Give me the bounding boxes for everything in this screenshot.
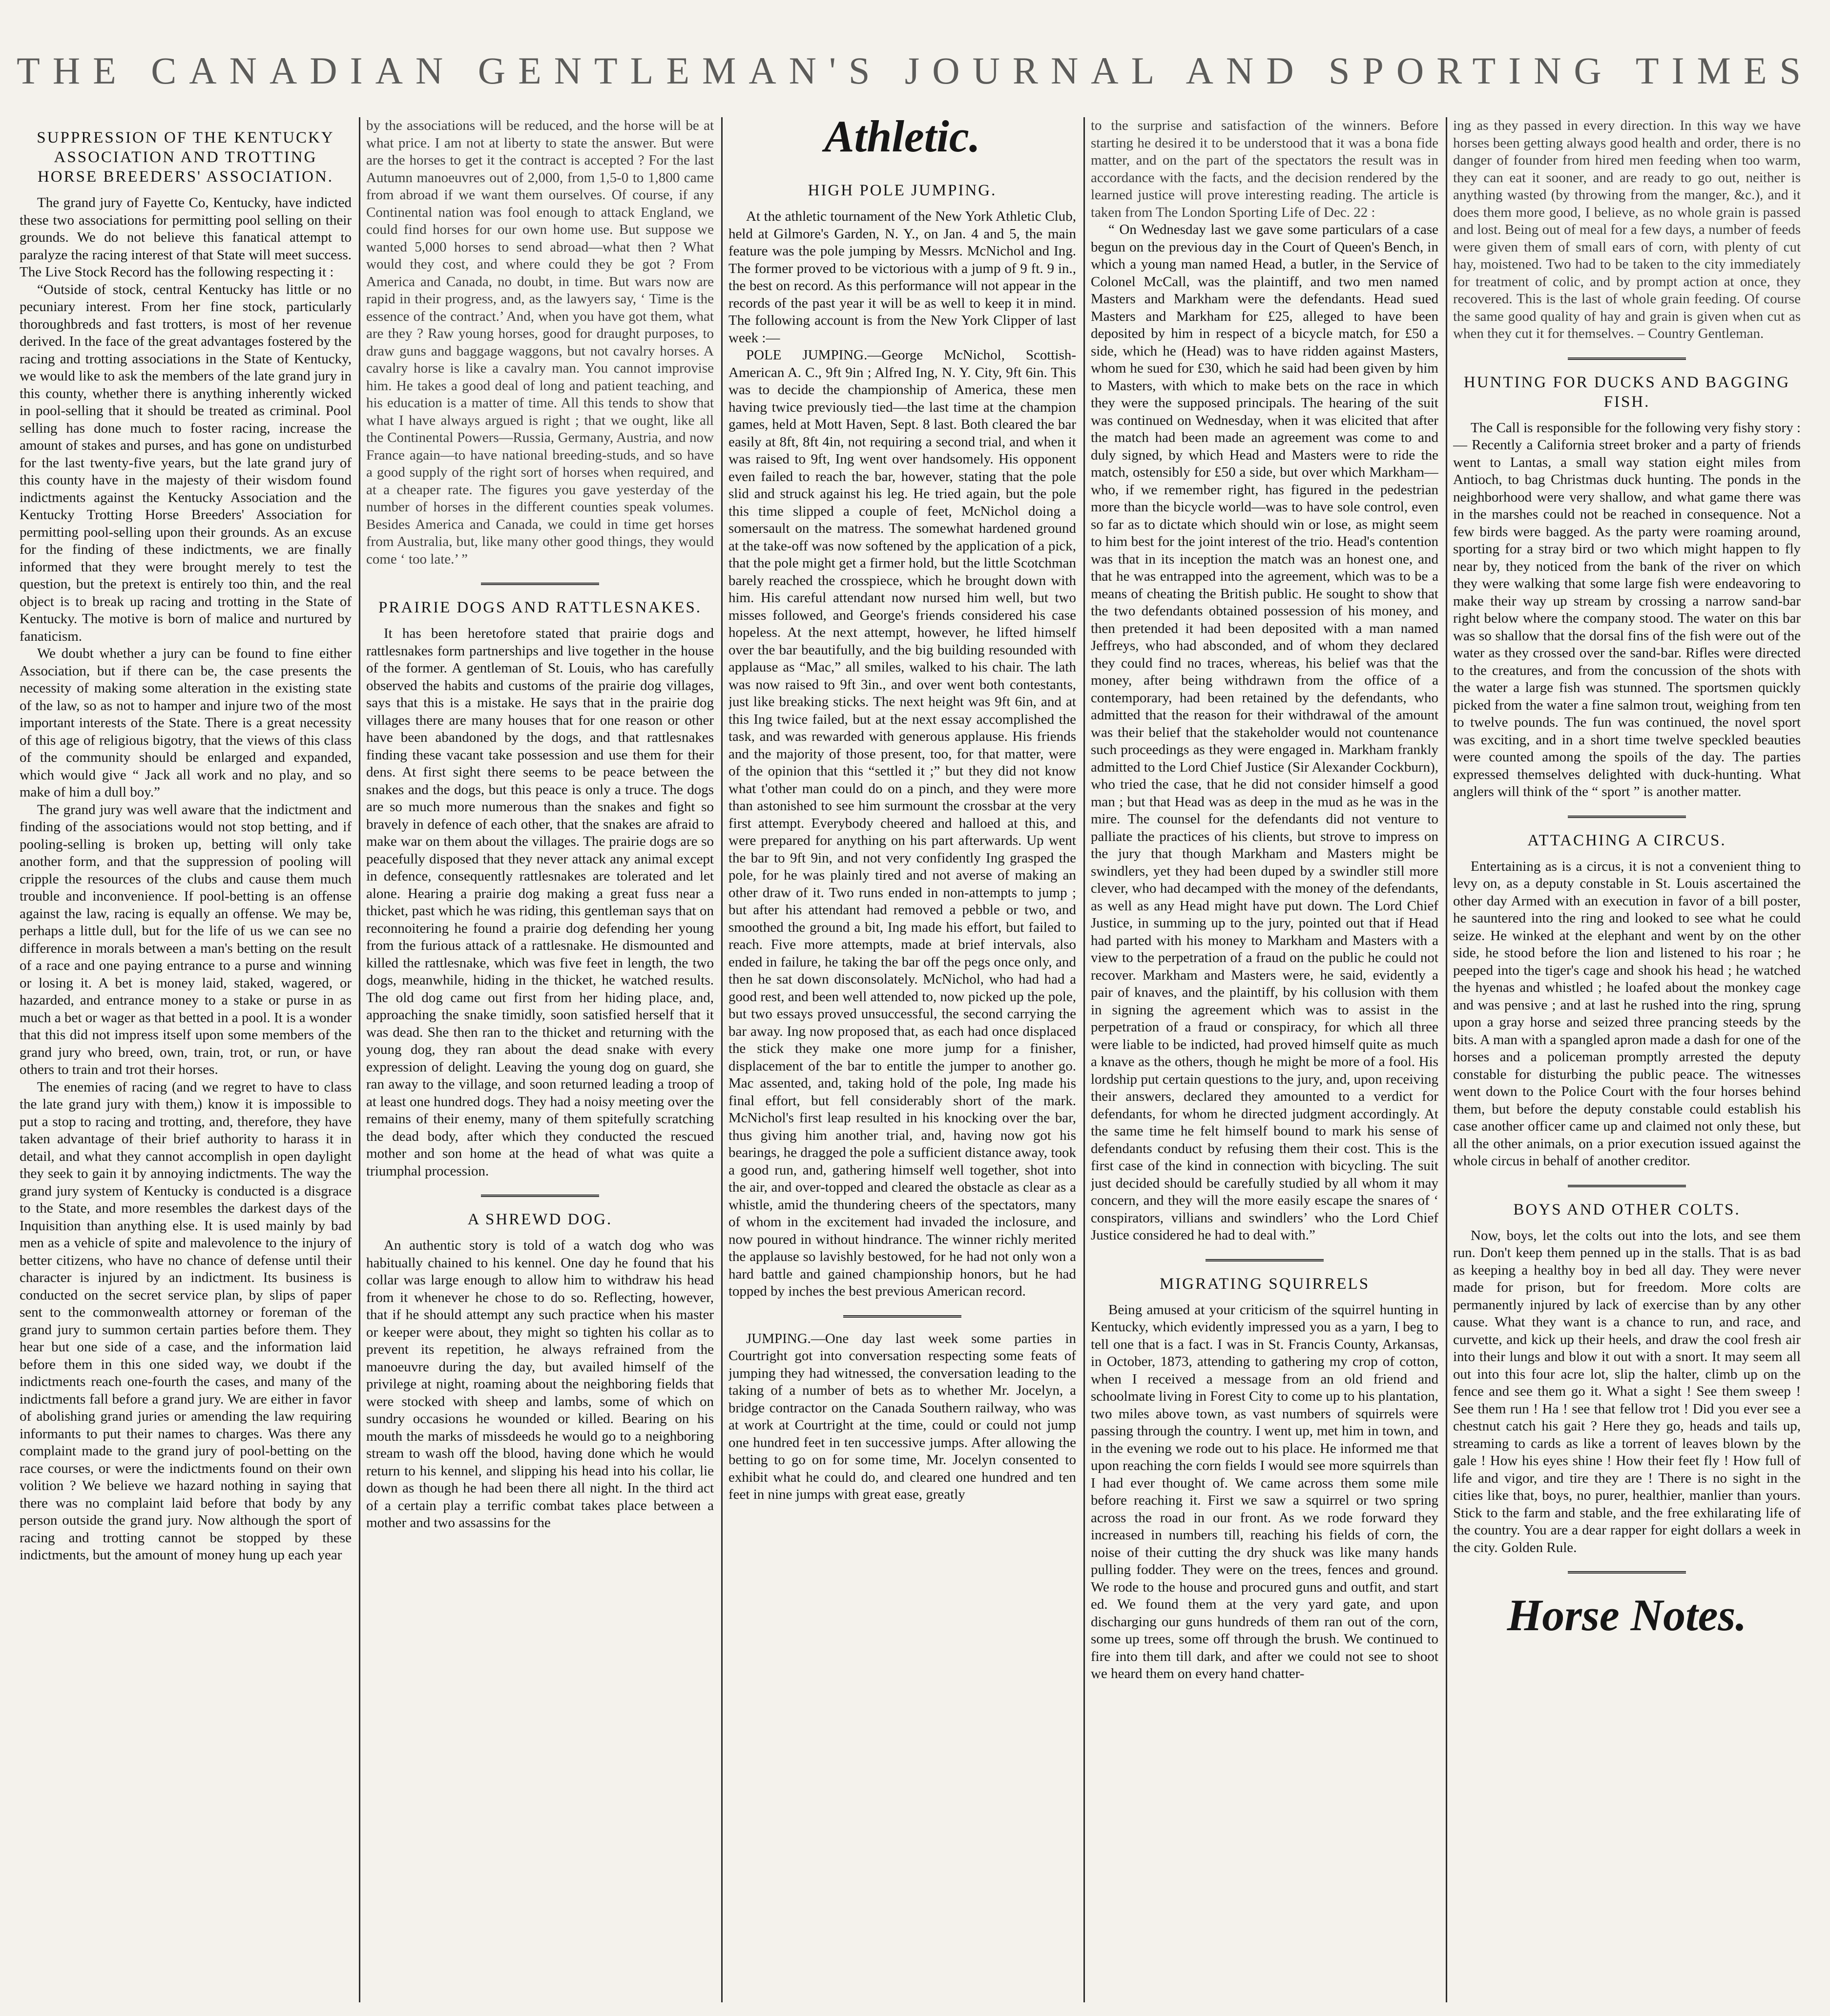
paragraph: ing as they passed in every direction. In this way we have horses been getting always good health and order, there is no danger of founder from hired men feeding when too warm, they can eat it sooner, and are ready to go out, neither is anything wasted (by throwing from the manger, &c.), and it does them more good, I believe, as no whole grain is passed and lost. Being out of meal for a few days, a number of feeds were given them of small ears of corn, with plenty of cut hay, moistened. Two had to be taken to the city immediately for treatment of colic, and by prompt action at once, they recovered. This is the last of whole grain feeding. Of course the same good quality of hay and grain is given when cut as when they cut it for themselves. – Country Gentleman. <box>1453 118 1801 341</box>
paragraph: by the associations will be reduced, and the horse will be at what price. I am not at liberty to state the answer. But were are the horses to get it the contract is accepted ? For the last Autumn manoeuvres out of 2,000, from 1,5-0 to 1,800 came from abroad if we want them ourselves. Of course, if any Continental nation was fool enough to attack England, we could find horses for our own home use. But suppose we wanted 5,000 horses to send abroad—what then ? What would they cost, and where could they be got ? From America and Canada, no doubt, in time. But wars now are rapid in their progress, and, as the lawyers say, ‘ Time is the essence of the contract.’ And, when you have got them, what are they ? Raw young horses, good for draught purposes, to draw guns and baggage waggons, but not cavalry horses. A cavalry horse is like a cavalry man. You cannot improvise him. He takes a good deal of long and patient teaching, and his education is a matter of time. All this tends to show that what I have always argued is right ; that we ought, like all the Continental Powers—Russia, Germany, Austria, and now France again—to have national breeding-studs, and so have a good supply of the right sort of horses when required, and at a cheaper rate. The figures you gave yesterday of the number of horses in the different counties speak volumes. Besides America and Canada, we could in time get horses from Australia, but, like many other good things, they would come ‘ too late.’ ” <box>366 118 714 567</box>
column-rule <box>359 117 360 2002</box>
paragraph: Being amused at your criticism of the squirrel hunting in Kentucky, which evidently impressed you as a yarn, I beg to tell one that is a fact. I was in St. Francis County, Arkansas, in October, 1873, attending to gathering my crop of cotton, when I received a message from an old friend and schoolmate living in Forest City to come up to his plantation, two miles above town, as vast numbers of squirrels were passing through the country. I went up, met him in town, and in the evening we rode out to his place. He informed me that upon reaching the corn fields I would see more squirrels than I had ever thought of. We came across them some mile before reaching it. First we saw a squirrel or two spring across the road in our front. As we rode forward they increased in numbers till, reaching his fields of corn, the noise of their cutting the dry shuck was like many hands pulling fodder. They were on the trees, fences and ground. We rode to the house and procured guns and outfit, and start ed. We found them at the very yard gate, and upon discharging our guns hundreds of them ran out of the corn, some up trees, some off through the brush. We continued to fire into them till dark, and after we could not see to shoot we heard them on every hand chatter- <box>1091 1302 1438 1681</box>
paragraph: to the surprise and satisfaction of the winners. Before starting he desired it to be understood that it was a bona fide matter, and on the part of the spectators the result was in accordance with the facts, and the decision rendered by the learned justice will prove interesting reading. The article is taken from The London Sporting Life of Dec. 22 : <box>1091 118 1438 220</box>
paragraph: The enemies of racing (and we regret to have to class the late grand jury with them,) know it is impossible to put a stop to racing and trotting, and, therefore, they have taken advantage of their brief authority to harass it in detail, and what they cannot accomplish in open daylight they seek to gain it by annoying indictments. The way the grand jury system of Kentucky is conducted is a disgrace to the State, and more resembles the darkest days of the Inquisition than anything else. It is used mainly by bad men as a vehicle of spite and malevolence to the injury of better citizens, who have no chance of defense until their character is injured by an indictment. Its business is conducted on the secret service plan, by slips of paper sent to the commonwealth attorney or foreman of the grand jury to summon certain parties before them. They hear but one side of a case, and the information laid before them in this one sided way, we doubt if the indictments reach one-fourth the cases, and many of the indictments fall before a grand jury. We are either in favor of abolishing grand juries or amending the law requiring informants to put their names to charges. Was there any complaint made to the grand jury of pool-betting on the race courses, or were the indictments found on their own volition ? We believe we hazard nothing in saying that there was no complaint laid before that body by any person outside the grand jury. Now although the sport of racing and trotting cannot be stopped by these indictments, but the amount of money hung up each year <box>20 1079 352 1563</box>
paragraph: JUMPING.—One day last week some parties in Courtright got into conversation respecting some feats of jumping they had witnessed, the conversation leading to the taking of a number of bets as to whether Mr. Jocelyn, a bridge contractor on the Canada Southern railway, who was at work at Courtright at the time, could or could not jump one hundred feet in ten successive jumps. After allowing the betting to go on for some time, Mr. Jocelyn consented to exhibit what he could do, and cleared one hundred and ten feet in nine jumps with great ease, greatly <box>728 1330 1076 1502</box>
article-heading-attaching-circus: ATTACHING A CIRCUS. <box>1527 831 1726 849</box>
article-heading-prairie-dogs: PRAIRIE DOGS AND RATTLESNAKES. <box>378 599 702 616</box>
paragraph: An authentic story is told of a watch dog who was habitually chained to his kennel. One day he found that his collar was large enough to allow him to withdraw his head from it whenever he chose to do so. Reflecting, however, that if he should attempt any such practice when his master or keeper were about, they might so tighten his collar as to prevent its repetition, he always refrained from the manoeuvre during the day, but availed himself of the privilege at night, roaming about the neighboring fields that were stocked with sheep and lambs, some of which on sundry occasions he wounded or killed. Bearing on his mouth the marks of missdeeds he would go to a neighboring stream to wash off the blood, having done which he would return to his kennel, and slipping his head into his collar, lie down as though he had been there all night. In the third act of a certain play a terrific combat takes place between a mother and two assassins for the <box>366 1238 714 1531</box>
section-divider <box>1568 1571 1686 1574</box>
department-heading-horse-notes: Horse Notes. <box>1507 1590 1747 1640</box>
column-2 <box>366 117 714 2002</box>
paragraph: We doubt whether a jury can be found to fine either Association, but if there can be, the case presents the necessity of making some alteration in the existing state of the law, so as not to hamper and injure two of the most important interests of the State. There is a great necessity of this age of religious bigotry, that the views of this class of the community should be enlarged and expanded, which would give “ Jack all work and no play, and so make of him a dull boy.” <box>20 646 352 800</box>
column-rule <box>1083 117 1085 2002</box>
paragraph: The grand jury was well aware that the indictment and finding of the associations would not stop betting, and if pooling-selling is broken up, betting will only take another form, and that the suppression of pooling will cripple the resources of the clubs and cause them much trouble and inconvenience. If pool-betting is an offense against the law, racing is equally an offense. We may be, perhaps a little dull, but for the life of us we can see no difference in morals between a man's betting on the result of a race and one paying entrance to a purse and winning or losing it. A bet is money laid, staked, wagered, or hazarded, and entrance money to a stake or purse in as much a bet or wager as that betted in a pool. It is a wonder that this did not impress itself upon some members of the grand jury who breed, own, train, trot, or run, or have others to train and trot their horses. <box>20 801 352 1077</box>
paragraph: It has been heretofore stated that prairie dogs and rattlesnakes form partnerships and live together in the house of the former. A gentleman of St. Louis, who has carefully observed the habits and customs of the prairie dog villages, says that this is a mistake. He says that in the prairie dog villages there are many houses that for one reason or other have been abandoned by the dogs, and that rattlesnakes finding these vacant take possession and use them for their dens. At first sight there seems to be peace between the snakes and the dogs, but this peace is only a truce. The dogs are so much more numerous than the snakes and fight so bravely in defence of each other, that the snakes are afraid to make war on them about the villages. The prairie dogs are so peacefully disposed that they never attack any animal except in defence, consequently rattlesnakes are tolerated and let alone. Hearing a prairie dog making a great fuss near a thicket, past which he was riding, this gentleman says that on reconnoitering he found a prairie dog defending her young from the furious attack of a rattlesnake. He dismounted and killed the rattlesnake, which was five feet in length, the two dogs, meanwhile, hiding in the thicket, he watched results. The old dog came out first from her hiding place, and, approaching the snake timidly, soon satisfied herself that it was dead. She then ran to the thicket and returning with the young dog, they ran about the dead snake with every expression of delight. Leaving the young dog on guard, she ran away to the village, and soon returned leading a troop of at least one hundred dogs. They had a noisy meeting over the remains of their enemy, many of them spitefully scratching the dead body, after which they conducted the rescued mother and son home at the head of what was quite a triumphal procession. <box>366 626 714 1179</box>
column-rule <box>1446 117 1447 2002</box>
section-divider <box>1568 816 1686 818</box>
article-heading-boys-colts: BOYS AND OTHER COLTS. <box>1513 1200 1741 1218</box>
paragraph: Now, boys, let the colts out into the lots, and see them run. Don't keep them penned up in the stalls. That is as bad as keeping a healthy boy in bed all day. They were never made for prison, but for freedom. More colts are permanently injured by lack of exercise than by any other cause. What they want is a chance to run, and race, and curvette, and kick up their heels, and draw the cool fresh air into their lungs and blow it out with a snort. It may seem all out into this four acre lot, slip the halter, climb up on the fence and see them go it. What a sight ! See them sweep ! See them run ! Ha ! see that fellow trot ! Did you ever see a chestnut catch his gait ? Here they go, heads and tails up, streaming to cards as like a torrent of leaves blown by the gale ! How his eyes shine ! How their feet fly ! How full of life and vigor, and tire they are ! There is no sight in the cities like that, boys, no purer, healthier, manlier than yours. Stick to the farm and stable, and the free exhilarating life of the country. You are a dear rapper for eight dollars a week in the city. Golden Rule. <box>1453 1227 1801 1555</box>
paragraph: The grand jury of Fayette Co, Kentucky, have indicted these two associations for permitting pool selling on their grounds. We do not believe this fanatical attempt to paralyze the racing interest of that State will meet success. The Live Stock Record has the following respecting it : <box>20 195 352 280</box>
paragraph: At the athletic tournament of the New York Athletic Club, held at Gilmore's Garden, N. Y., on Jan. 4 and 5, the main feature was the pole jumping by Messrs. McNichol and Ing. The former proved to be victorious with a jump of 9 ft. 9 in., the best on record. As this performance will not appear in the records of the past year it will be as well to keep it in mind. The following account is from the New York Clipper of last week :— <box>728 209 1076 346</box>
section-divider <box>1568 357 1686 360</box>
paragraph: POLE JUMPING.—George McNichol, Scottish-American A. C., 9ft 9in ; Alfred Ing, N. Y. City, 9ft 6in. This was to decide the championship of America, these men having twice previously tied—the last time at the champion games, held at Mott Haven, Sept. 8 last. Both cleared the bar easily at 8ft, 8ft 4in, not requiring a second trial, and when it was raised to 9ft, Ing went over handsomely. His opponent even failed to reach the bar, however, stating that the pole slid and struck against his leg. He tried again, but the pole this time slipped a couple of feet, McNichol doing a somersault on the matress. The somewhat hardened ground at the take-off was now softened by the application of a pick, that the pole might get a firmer hold, but the little Scotchman barely reached the crosspiece, which he brought down with him. His careful attendant now nursed him well, but two misses followed, and George's friends considered his case hopeless. At the next attempt, however, he lifted himself over the bar beautifully, and the big building resounded with applause as “Mac,” all smiles, walked to his chair. The lath was now raised to 9ft 3in., and over went both contestants, just like breaking sticks. The next height was 9ft 6in, and at this Ing twice failed, but at the next essay accomplished the task, and was rewarded with generous applause. His friends and the majority of those present, too, for that matter, were of the opinion that this “settled it ;” but they did not know what t'other man could do on a pinch, and they were more than astonished to see him surmount the crossbar at the very first attempt. Everybody cheered and halloed at this, and were prepared for anything on his part afterwards. Up went the bar to 9ft 9in, and not very confidently Ing grasped the pole, for he was plainly tired and not averse of making an other draw of it. Two runs ended in non-attempts to jump ; but after his attendant had removed a pebble or two, and smoothed the ground a bit, Ing made his effort, but failed to reach. Five more attempts, made at brief intervals, also ended in failure, he taking the bar off the pegs once only, and then he sat down disconsolately. McNichol, who had had a good rest, and been well attended to, now picked up the pole, but two essays proved unsuccessful, the second carrying the bar away. Ing now proposed that, as each had once displaced the stick they make one more jump for a finisher, displacement of the bar to entitle the jumper to another go. Mac assented, and, taking hold of the pole, Ing made his final effort, but fell considerably short of the mark. McNichol's first leap resulted in his knocking over the bar, thus giving him another trial, and, having now got his bearings, he dragged the pole a sufficient distance away, took a good run, and, gathering himself well together, shot into the air, and over-topped and cleared the obstacle as clear as a whistle, amid the thundering cheers of the spectators, many of whom in the excitement had invaded the inclosure, and now poured in without hindrance. The winner richly merited the applause so lavishly bestowed, for he had not only won a hard battle and gained championship honors, but he had topped by inches the best previous American record. <box>728 347 1076 1299</box>
section-divider <box>481 583 599 585</box>
masthead: THE CANADIAN GENTLEMAN'S JOURNAL AND SPORTING TIMES <box>17 49 1813 92</box>
department-heading-athletic: Athletic. <box>824 117 980 161</box>
section-divider <box>1206 1259 1324 1261</box>
article-heading-high-pole-jumping: HIGH POLE JUMPING. <box>808 182 997 199</box>
paragraph: “ On Wednesday last we gave some particulars of a case begun on the previous day in the Court of Queen's Bench, in which a young man named Head, a butler, in the Service of Colonel McCall, was the plaintiff, and two men named Masters and Markham were the defendants. Head sued Masters and Markham for £25, alleged to have been deposited by him in respect of a bicycle match, for £50 a side, which he (Head) was to have ridden against Masters, whom he sued for £30, which he said had been given by him to Masters, with which to make bets on the race in which they were the supposed principals. The hearing of the suit was continued on Wednesday, when it was elicited that after the match had been made an agreement was come to and duly signed, by which Head and Masters were to ride the match, ostensibly for £50 a side, but over which Markham—who, if we remember right, has figured in the pedestrian more than the bicycle world—was to have sole control, even so far as to dictate which should win or lose, as might seem to him best for the joint interest of the trio. Head's contention was that in its inception the match was an honest one, and that he was entrapped into the agreement, which was to be a means of cheating the British public. He sought to show that the two defendants obtained possession of his money, and then pretended it had been deposited with a man named Jeffreys, who had absconded, and of whom they declared they could find no traces, whereas, his belief was that the money, after being withdrawn from the office of a contemporary, had been retained by the defendants, who admitted that the reason for their withdrawal of the amount was their belief that the stakeholder would not countenance such proceedings as they were engaged in. Markham frankly admitted to the Lord Chief Justice (Sir Alexander Cockburn), who tried the case, that he did not consider himself a good man ; but that Head was as deep in the mud as he was in the mire. The counsel for the defendants did not venture to palliate the practices of his clients, but strove to impress on the jury that though Markham and Masters might be swindlers, yet they had been duped by a swindler still more clever, who had decamped with the money of the defendants, as well as any Head might have put down. The Lord Chief Justice, in summing up to the jury, pointed out that if Head had parted with his money to Markham and Masters with a view to the perpetration of a fraud on the public he could not recover. Markham and Masters were, he said, evidently a pair of knaves, and the plaintiff, by his collusion with them in signing the agreement which was to assist in the perpetration of a fraud or conspiracy, for which all three were liable to be indicted, had proved himself quite as much a knave as the others, though he might be more of a fool. His lordship put certain questions to the jury, and, upon receiving their answers, declared they amounted to a verdict for defendants, for whom he directed judgment accordingly. At the same time he felt himself bound to mark his sense of defendants conduct by refusing them their cost. This is the first case of the kind in connection with bicycling. The suit just decided should be carefully studied by all whom it may concern, and they will the more easily escape the snares of ‘ conspirators, villians and swindlers’ who the Lord Chief Justice considered he had to deal with.” <box>1091 222 1438 1243</box>
article-heading-kentucky: SUPPRESSION OF THE KENTUCKY ASSOCIATION AND TROTTING HORSE BREEDERS' ASSOCIATION. <box>37 129 334 186</box>
paragraph: The Call is responsible for the following very fishy story :— Recently a California street broker and a party of friends went to Lantas, a small way station eight miles from Antioch, to bag Christmas duck hunting. The ponds in the neighborhood were very shallow, and what game there was in the marshes could not be reached in consequence. Not a few birds were bagged. As the party were roaming around, sporting for a stray bird or two which might happen to fly near by, they noticed from the bank of the river on which they were walking that some large fish were endeavoring to make their way up stream by crossing a narrow sand-bar right below where the company stood. The water on this bar was so shallow that the dorsal fins of the fish were out of the water as they crossed over the sand-bar. Rifles were directed to the creatures, and from the concussion of the shots with the water a large fish was stunned. The sportsmen quickly picked from the water a fine salmon trout, weighing from ten to twelve pounds. The fun was continued, the novel sport was exciting, and in a short time twelve speckled beauties were counted among the spoils of the day. The parties expressed themselves delighted with duck-hunting. What anglers will think of the “ sport ” is another matter. <box>1453 420 1801 799</box>
article-heading-migrating-squirrels: MIGRATING SQUIRRELS <box>1159 1275 1370 1293</box>
section-divider <box>843 1315 961 1318</box>
article-heading-hunting-ducks: HUNTING FOR DUCKS AND BAGGING FISH. <box>1463 373 1790 411</box>
section-divider <box>1568 1185 1686 1187</box>
column-3 <box>728 117 1076 2002</box>
paragraph: “Outside of stock, central Kentucky has little or no pecuniary interest. From her fine stock, particularly thoroughbreds and fast trotters, is most of her revenue derived. In the face of the great advantages fostered by the racing and trotting associations in the State of Kentucky, we would like to ask the members of the late grand jury in this county, whether there is anything inherently wicked in pool-selling that it should be treated as criminal. Pool selling has done much to foster racing, increase the amount of stakes and purses, and has gone on undisturbed for the last twenty-five years, but the late grand jury of this county have in the majesty of their wisdom found indictments against the Kentucky Association and the Kentucky Trotting Horse Breeders' Association for permitting pool-selling upon their grounds. As an excuse for the finding of these indictments, we are finally informed that they were brought merely to test the question, but the pretext is entirely too thin, and the real object is to break up racing and trotting in the State of Kentucky. The motive is born of malice and nurtured by fanaticism. <box>20 281 352 644</box>
column-5 <box>1453 117 1801 2002</box>
paragraph: Entertaining as is a circus, it is not a convenient thing to levy on, as a deputy constable in St. Louis ascertained the other day Armed with an execution in favor of a bill poster, he sauntered into the ring and looked to see what he could seize. He winked at the elephant and went by on the other side, he stood before the lion and listened to his roar ; he peeped into the tiger's cage and shook his head ; he watched the hyenas and whistled ; he loafed about the monkey cage and was pensive ; and at last he rushed into the ring, sprung upon a gray horse and seized three prancing steeds by the bits. A man with a spangled apron made a dash for one of the horses and a policeman promptly arrested the deputy constable for disturbing the public peace. The witnesses went down to the Police Court with the four horses behind them, but before the deputy constable could establish his case another officer came up and claimed not only these, but all the other animals, on a prior execution issued against the whole circus in behalf of another creditor. <box>1453 858 1801 1169</box>
section-divider <box>481 1195 599 1197</box>
column-rule <box>721 117 723 2002</box>
column-4 <box>1091 117 1438 2002</box>
article-heading-shrewd-dog: A SHREWD DOG. <box>467 1211 613 1228</box>
column-1 <box>20 117 352 2002</box>
